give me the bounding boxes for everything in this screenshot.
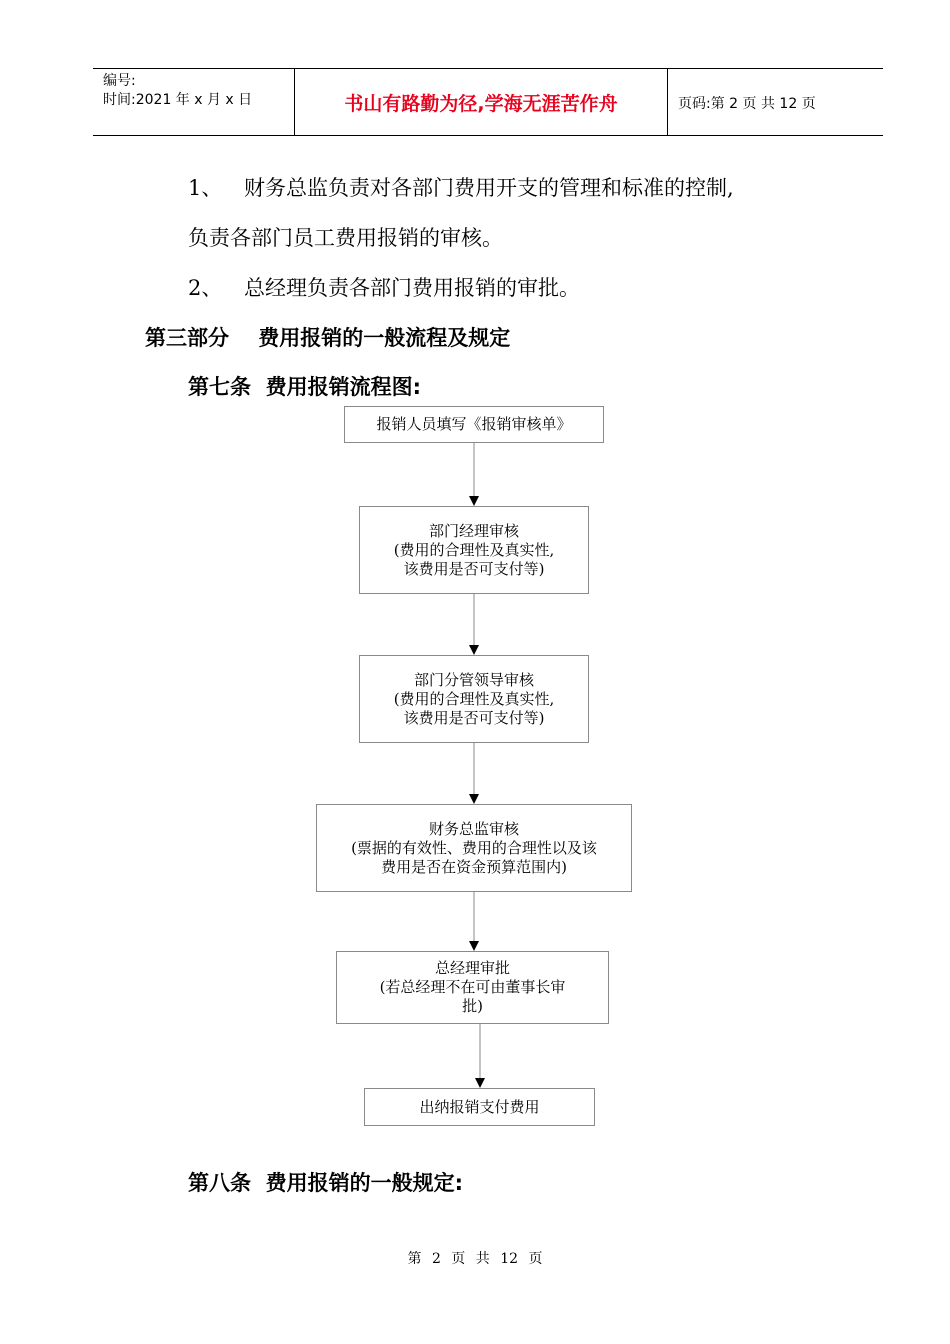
header-top-rule <box>93 68 883 69</box>
list-item <box>188 272 580 302</box>
article8-title: 第八条 费用报销的一般规定: <box>188 1171 464 1195</box>
item-continuation: 负责各部门员工费用报销的审核。 <box>188 226 503 250</box>
step-text: (若总经理不在可由董事长审 <box>379 978 566 996</box>
step-text: 该费用是否可支付等) <box>403 559 545 578</box>
header-bottom-rule <box>93 135 883 136</box>
item-number: 1、 <box>188 176 223 200</box>
list-item <box>188 172 734 202</box>
step-text: 出纳报销支付费用 <box>419 1097 540 1116</box>
item-text: 总经理负责各部门费用报销的审批。 <box>244 276 580 300</box>
step-text: 批) <box>462 997 483 1015</box>
item-text: 财务总监负责对各部门费用开支的管理和标准的控制, <box>244 176 734 200</box>
step-text: (票据的有效性、费用的合理性以及该 <box>351 838 597 857</box>
step-title: 总经理审批 <box>434 959 510 977</box>
section-title: 第三部分 费用报销的一般流程及规定 <box>145 326 511 350</box>
step-text: (费用的合理性及真实性, <box>393 689 555 708</box>
flow-step-finance-director <box>316 804 632 892</box>
step-text: 该费用是否可支付等) <box>403 708 545 727</box>
flow-step-dept-manager <box>359 506 589 594</box>
header-motto: 书山有路勤为径,学海无涯苦作舟 <box>344 93 618 115</box>
time-label: 时间:2021 年 x 月 x 日 <box>103 92 253 108</box>
step-title: 部门分管领导审核 <box>413 670 534 689</box>
step-text: 报销人员填写《报销审核单》 <box>376 415 572 433</box>
number-label: 编号: <box>103 73 136 89</box>
flow-step-general-manager <box>336 951 609 1024</box>
header-divider <box>667 68 668 135</box>
flow-step-dept-leader <box>359 655 589 743</box>
header-meta <box>103 72 252 110</box>
flow-step-cashier-pay <box>364 1088 595 1126</box>
step-text: 费用是否在资金预算范围内) <box>381 857 567 876</box>
item-number: 2、 <box>188 276 223 300</box>
flow-step-fill-form <box>344 406 604 443</box>
step-title: 部门经理审核 <box>428 521 519 540</box>
step-text: (费用的合理性及真实性, <box>393 540 555 559</box>
page-footer: 第 2 页 共 12 页 <box>407 1251 543 1267</box>
header-page-info: 页码:第 2 页 共 12 页 <box>678 96 816 112</box>
step-title: 财务总监审核 <box>428 819 519 838</box>
article7-title: 第七条 费用报销流程图: <box>188 375 422 399</box>
